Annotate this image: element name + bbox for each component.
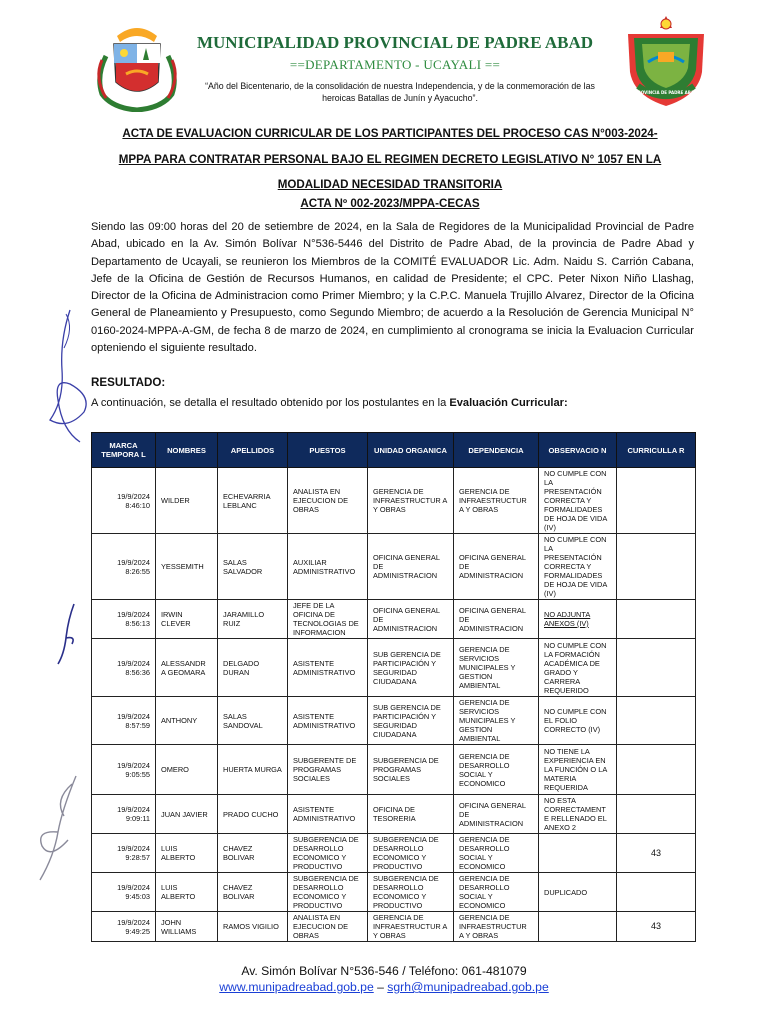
table-row <box>92 639 696 697</box>
col-curricula: CURRICULLA R <box>617 433 696 468</box>
cell-time: 8:26:55 <box>125 566 150 576</box>
cell-curricula <box>617 639 696 697</box>
table-row <box>92 834 696 873</box>
cell-observacion: NO TIENE LA EXPERIENCIA EN LA FUNCIÓN O LA MATERIA REQUERIDA <box>539 745 617 795</box>
signature-rubric-middle <box>52 600 84 670</box>
cell-time: 8:46:10 <box>125 500 150 510</box>
cell-marca <box>92 795 156 834</box>
cell-nombres: YESSEMITH <box>156 534 218 600</box>
cell-nombres: WILDER <box>156 468 218 534</box>
cell-nombres: JUAN JAVIER <box>156 795 218 834</box>
cell-unidad: GERENCIA DE INFRAESTRUCTUR A Y OBRAS <box>368 912 454 942</box>
col-dependencia: DEPENDENCIA <box>454 433 539 468</box>
table-header-row <box>92 433 696 468</box>
col-puestos: PUESTOS <box>288 433 368 468</box>
cell-curricula <box>617 873 696 912</box>
cell-observacion: NO CUMPLE CON LA PRESENTACIÓN CORRECTA Y FORMALIDADES DE HOJA DE VIDA (IV) <box>539 468 617 534</box>
col-observacion: OBSERVACIO N <box>539 433 617 468</box>
cell-curricula <box>617 600 696 639</box>
cell-observacion <box>539 912 617 942</box>
cell-puesto: SUBGERENCIA DE DESARROLLO ECONOMICO Y PRODUCTIVO <box>288 873 368 912</box>
cell-apellidos: ECHEVARRIA LEBLANC <box>218 468 288 534</box>
cell-marca <box>92 468 156 534</box>
cell-time: 9:09:11 <box>125 814 150 823</box>
shield-ribbon-text: PROVINCIA DE PADRE ABAD <box>634 90 698 95</box>
cell-marca <box>92 834 156 873</box>
cell-puesto: ANALISTA EN EJECUCION DE OBRAS <box>288 912 368 942</box>
cell-unidad: SUBGERENCIA DE DESARROLLO ECONOMICO Y PRODUCTIVO <box>368 873 454 912</box>
cell-dependencia: OFICINA GENERAL DE ADMINISTRACION <box>454 534 539 600</box>
cell-curricula <box>617 795 696 834</box>
signature-rubric-bottom <box>28 770 88 890</box>
cell-apellidos: DELGADO DURAN <box>218 639 288 697</box>
col-nombres: NOMBRES <box>156 433 218 468</box>
col-apellidos: APELLIDOS <box>218 433 288 468</box>
year-motto: “Año del Bicentenario, de la consolidación de nuestra Independencia, y de la conmemoración de las heroicas Batallas de Junín y Ayacucho”. <box>205 81 595 103</box>
cell-observacion: NO CUMPLE CON LA FORMACIÓN ACADÉMICA DE GRADO Y CARRERA REQUERIDO <box>539 639 617 697</box>
cell-dependencia: GERENCIA DE DESARROLLO SOCIAL Y ECONOMICO <box>454 873 539 912</box>
cell-time: 9:05:55 <box>125 769 150 779</box>
cell-time: 9:49:25 <box>125 926 150 936</box>
cell-date: 19/9/2024 <box>117 610 150 619</box>
department-line: ==DEPARTAMENTO - UCAYALI == <box>289 57 501 72</box>
cell-apellidos: PRADO CUCHO <box>218 795 288 834</box>
table-row <box>92 745 696 795</box>
signature-rubric-top <box>40 300 95 450</box>
cell-unidad: OFICINA DE TESORERIA <box>368 795 454 834</box>
cell-date: 19/9/2024 <box>117 658 150 668</box>
cell-nombres: LUIS ALBERTO <box>156 873 218 912</box>
cell-puesto: SUBGERENTE DE PROGRAMAS SOCIALES <box>288 745 368 795</box>
cell-dependencia: OFICINA GENERAL DE ADMINISTRACION <box>454 795 539 834</box>
footer-separator: – <box>377 980 384 994</box>
result-text: A continuación, se detalla el resultado obtenido por los postulantes en la <box>91 397 450 409</box>
table-row <box>92 697 696 745</box>
cell-apellidos: SALAS SALVADOR <box>218 534 288 600</box>
cell-time: 8:56:13 <box>125 619 150 628</box>
title-line-1: ACTA DE EVALUACION CURRICULAR DE LOS PARTICIPANTES DEL PROCESO CAS N°003-2024- <box>122 127 658 140</box>
cell-observacion <box>539 600 617 639</box>
email-link[interactable]: sgrh@munipadreabad.gob.pe <box>387 980 549 994</box>
website-link[interactable]: www.munipadreabad.gob.pe <box>219 980 374 994</box>
cell-time: 9:45:03 <box>125 892 150 901</box>
title-line-3: MODALIDAD NECESIDAD TRANSITORIA <box>277 178 503 191</box>
cell-unidad: GERENCIA DE INFRAESTRUCTUR A Y OBRAS <box>368 468 454 534</box>
table-row <box>92 912 696 942</box>
cell-marca <box>92 912 156 942</box>
cell-marca <box>92 534 156 600</box>
cell-apellidos: SALAS SANDOVAL <box>218 697 288 745</box>
cell-unidad: SUB GERENCIA DE PARTICIPACIÓN Y SEGURIDAD CIUDADANA <box>368 697 454 745</box>
cell-date: 19/9/2024 <box>117 917 150 927</box>
cell-date: 19/9/2024 <box>117 760 150 770</box>
col-marca-temporal: MARCA TEMPORA L <box>92 433 156 468</box>
cell-marca <box>92 600 156 639</box>
cell-puesto: ASISTENTE ADMINISTRATIVO <box>288 697 368 745</box>
cell-apellidos: CHAVEZ BOLIVAR <box>218 873 288 912</box>
cell-puesto: ASISTENTE ADMINISTRATIVO <box>288 639 368 697</box>
result-intro <box>91 397 568 409</box>
title-line-2: MPPA PARA CONTRATAR PERSONAL BAJO EL REGIMEN DECRETO LEGISLATIVO N° 1057 EN LA <box>118 152 662 166</box>
cell-date: 19/9/2024 <box>117 805 150 814</box>
cell-marca <box>92 745 156 795</box>
cell-puesto: SUBGERENCIA DE DESARROLLO ECONOMICO Y PRODUCTIVO <box>288 834 368 873</box>
cell-dependencia: GERENCIA DE INFRAESTRUCTUR A Y OBRAS <box>454 468 539 534</box>
cell-puesto: JEFE DE LA OFICINA DE TECNOLOGIAS DE INFORMACION <box>288 600 368 639</box>
cell-dependencia: GERENCIA DE DESARROLLO SOCIAL Y ECONOMICO <box>454 745 539 795</box>
cell-observacion: NO ESTA CORRECTAMENT E RELLENADO EL ANEXO 2 <box>539 795 617 834</box>
cell-unidad: SUBGERENCIA DE DESARROLLO ECONOMICO Y PRODUCTIVO <box>368 834 454 873</box>
col-unidad-organica: UNIDAD ORGANICA <box>368 433 454 468</box>
cell-nombres: OMERO <box>156 745 218 795</box>
cell-time: 9:28:57 <box>125 853 150 862</box>
observacion-text: NO ADJUNTA ANEXOS (IV) <box>544 610 591 628</box>
cell-observacion <box>539 834 617 873</box>
cell-unidad: OFICINA GENERAL DE ADMINISTRACION <box>368 534 454 600</box>
footer-links <box>0 980 768 994</box>
results-table <box>91 432 696 942</box>
letterhead <box>0 0 768 120</box>
cell-time: 8:56:36 <box>125 667 150 677</box>
cell-dependencia: GERENCIA DE DESARROLLO SOCIAL Y ECONOMICO <box>454 834 539 873</box>
cell-apellidos: HUERTA MURGA <box>218 745 288 795</box>
table-row <box>92 873 696 912</box>
cell-nombres: IRWIN CLEVER <box>156 600 218 639</box>
result-text-bold: Evaluación Curricular: <box>449 397 568 409</box>
table-row <box>92 795 696 834</box>
cell-dependencia: GERENCIA DE INFRAESTRUCTUR A Y OBRAS <box>454 912 539 942</box>
cell-observacion: NO CUMPLE CON EL FOLIO CORRECTO (IV) <box>539 697 617 745</box>
document-title <box>88 121 692 198</box>
cell-nombres: JOHN WILLIAMS <box>156 912 218 942</box>
cell-curricula <box>617 745 696 795</box>
cell-apellidos: CHAVEZ BOLIVAR <box>218 834 288 873</box>
acta-number: ACTA Nº 002-2023/MPPA-CECAS <box>300 197 480 210</box>
table-row <box>92 600 696 639</box>
cell-marca <box>92 697 156 745</box>
cell-date: 19/9/2024 <box>117 491 150 501</box>
municipality-title: MUNICIPALIDAD PROVINCIAL DE PADRE ABAD <box>196 33 594 52</box>
peru-coat-of-arms-icon <box>92 16 182 112</box>
cell-dependencia: GERENCIA DE SERVICIOS MUNICIPALES Y GESTION AMBIENTAL <box>454 697 539 745</box>
cell-apellidos: RAMOS VIGILIO <box>218 912 288 942</box>
cell-marca <box>92 873 156 912</box>
footer-address: Av. Simón Bolívar N°536-546 / Teléfono: 061-481079 <box>241 964 527 978</box>
cell-dependencia: OFICINA GENERAL DE ADMINISTRACION <box>454 600 539 639</box>
cell-marca <box>92 639 156 697</box>
cell-observacion: NO CUMPLE CON LA PRESENTACIÓN CORRECTA Y FORMALIDADES DE HOJA DE VIDA (IV) <box>539 534 617 600</box>
cell-observacion: DUPLICADO <box>539 873 617 912</box>
intro-paragraph: Siendo las 09:00 horas del 20 de setiembre de 2024, en la Sala de Regidores de la Municipalidad Provincial de Padre Abad, ubicado en la Av. Simón Bolívar N°536-5446 del Distrito de Padre Abad, de la provincia de Padre Abad y Departamento de Ucayali, se reunieron los Miembros de la COMITÉ EVALUADOR Lic. Adm. Naidu S. Carrión Cabana, Jefe de la Oficina de Gestión de Recursos Humanos, en calidad de Presidente; el CPC. Peter Nixon Niño Llashag, Director de la Oficina de Administracion como Primer Miembro; y la C.P.C. Manuela Trujillo Alvarez, Director de la Oficina General de Planeamiento y Presupuesto, como Segundo Miembro; de acuerdo a la Resolución de Gerencia Municipal N° 0160-2024-MPPA-A-GM, de fecha 8 de marzo de 2024, en cumplimiento al cronograma se inicia la Evaluacion Curricular opteniendo el siguiente resultado. <box>91 221 694 355</box>
cell-puesto: ANALISTA EN EJECUCION DE OBRAS <box>288 468 368 534</box>
cell-curricula <box>617 468 696 534</box>
cell-dependencia: GERENCIA DE SERVICIOS MUNICIPALES Y GESTION AMBIENTAL <box>454 639 539 697</box>
cell-nombres: ALESSANDR A GEOMARA <box>156 639 218 697</box>
cell-nombres: LUIS ALBERTO <box>156 834 218 873</box>
cell-date: 19/9/2024 <box>117 844 150 853</box>
cell-curricula <box>617 534 696 600</box>
cell-time: 8:57:59 <box>125 720 150 730</box>
cell-apellidos: JARAMILLO RUIZ <box>218 600 288 639</box>
cell-date: 19/9/2024 <box>117 883 150 892</box>
padre-abad-shield-icon <box>620 12 712 108</box>
cell-puesto: AUXILIAR ADMINISTRATIVO <box>288 534 368 600</box>
cell-curricula: 43 <box>617 912 696 942</box>
result-heading: RESULTADO: <box>91 376 166 389</box>
cell-unidad: SUBGERENCIA DE PROGRAMAS SOCIALES <box>368 745 454 795</box>
cell-date: 19/9/2024 <box>117 711 150 721</box>
cell-nombres: ANTHONY <box>156 697 218 745</box>
table-row <box>92 468 696 534</box>
cell-curricula: 43 <box>617 834 696 873</box>
table-row <box>92 534 696 600</box>
cell-unidad: SUB GERENCIA DE PARTICIPACIÓN Y SEGURIDAD CIUDADANA <box>368 639 454 697</box>
cell-date: 19/9/2024 <box>117 557 150 567</box>
cell-unidad: OFICINA GENERAL DE ADMINISTRACION <box>368 600 454 639</box>
cell-curricula <box>617 697 696 745</box>
cell-puesto: ASISTENTE ADMINISTRATIVO <box>288 795 368 834</box>
